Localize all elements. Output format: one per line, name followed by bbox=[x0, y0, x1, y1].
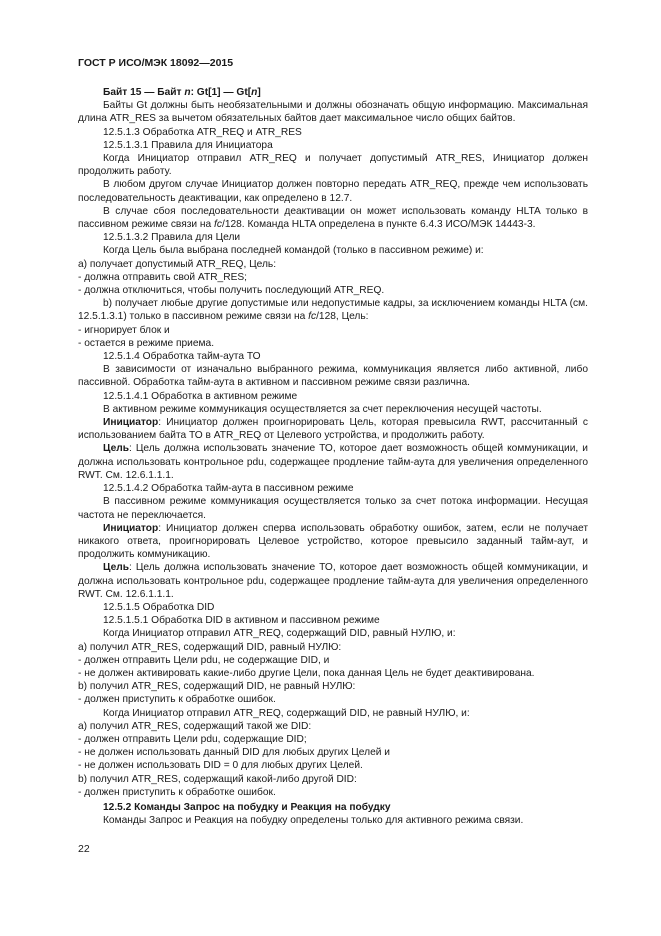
list-item: b) получил ATR_RES, содержащий какой-либо другой DID: bbox=[78, 773, 357, 785]
list-item: - должен приступить к обработке ошибок. bbox=[78, 694, 276, 706]
clause-heading: 12.5.1.5.1 Обработка DID в активном и пассивном режиме bbox=[103, 615, 380, 627]
clause-heading: 12.5.1.3 Обработка ATR_REQ и ATR_RES bbox=[103, 126, 302, 138]
list-item: b) получил ATR_RES, содержащий DID, не равный НУЛЮ: bbox=[78, 681, 356, 693]
document-header: ГОСТ Р ИСО/МЭК 18092—2015 bbox=[78, 57, 234, 69]
paragraph: Команды Запрос и Реакция на побудку определены только для активного режима связи. bbox=[103, 815, 524, 827]
paragraph: Когда Цель была выбрана последней командой (только в пассивном режиме) и: bbox=[103, 245, 484, 257]
list-item: - игнорирует блок и bbox=[78, 324, 170, 336]
paragraph: В пассивном режиме коммуникация осуществляется только за счет потока информации. Несущая частота не переключается. bbox=[78, 496, 588, 521]
list-item: - не должен использовать DID = 0 для любых других Целей. bbox=[78, 760, 363, 772]
paragraph: Инициатор: Инициатор должен сперва использовать обработку ошибок, затем, если не получает никакого ответа, проигнорировать Целевое устройство, которое превысило заданный тайм-аут, и продолжить коммуникацию. bbox=[78, 522, 588, 561]
list-item: - должна отправить свой ATR_RES; bbox=[78, 271, 247, 283]
paragraph: Цель: Цель должна использовать значение ТО, которое дает возможность общей коммуникации, и должна использовать контрольное pdu, содержащее продление тайм-аута для увеличения определенного RWT. См. 12.6.1.1.1. bbox=[78, 562, 588, 600]
list-item: - должен отправить Цели pdu, не содержащие DID, и bbox=[78, 654, 330, 666]
list-item: - должна отключиться, чтобы получить последующий ATR_REQ. bbox=[78, 285, 385, 297]
list-item: а) получил ATR_RES, содержащий DID, равный НУЛЮ: bbox=[78, 641, 342, 653]
page-body bbox=[78, 86, 588, 827]
list-item: а) получает допустимый ATR_REQ, Цель: bbox=[78, 258, 277, 270]
list-item: - остается в режиме приема. bbox=[78, 337, 215, 349]
paragraph: b) получает любые другие допустимые или недопустимые кадры, за исключением команды HLTA (см. 12.5.1.3.1) только в пассивном режиме связи на fc/128, Цель: bbox=[78, 298, 588, 323]
clause-heading: 12.5.1.4.2 Обработка тайм-аута в пассивном режиме bbox=[103, 483, 354, 495]
paragraph: Инициатор: Инициатор должен проигнорировать Цель, которая превысила RWT, рассчитанный с использованием байта ТО в ATR_REQ от Целевого устройства, и продолжить работу. bbox=[78, 417, 588, 442]
paragraph: Когда Инициатор отправил ATR_REQ, содержащий DID, не равный НУЛЮ, и: bbox=[103, 707, 470, 719]
paragraph: В любом другом случае Инициатор должен повторно передать ATR_REQ, прежде чем использовать последовательность деактивации, как определено в 12.7. bbox=[78, 179, 588, 204]
clause-heading: 12.5.1.4.1 Обработка в активном режиме bbox=[103, 390, 298, 402]
paragraph: Цель: Цель должна использовать значение ТО, которое дает возможность общей коммуникации, и должна использовать контрольное pdu, содержащее продление тайм-аута для увеличения определенного RWT. См. 12.6.1.1.1. bbox=[78, 443, 588, 481]
paragraph: Байты Gt должны быть необязательными и должны обозначать общую информацию. Максимальная длина ATR_RES за вычетом обязательных байтов дает максимальное число общих байтов. bbox=[78, 100, 588, 125]
paragraph: Когда Инициатор отправил ATR_REQ и получает допустимый ATR_RES, Инициатор должен продолжить работу. bbox=[78, 153, 588, 178]
list-item: - должен отправить Цели pdu, содержащие DID; bbox=[78, 733, 307, 745]
byte15-heading: Байт 15 — Байт n: Gt[1] — Gt[n] bbox=[103, 87, 261, 98]
paragraph: Когда Инициатор отправил ATR_REQ, содержащий DID, равный НУЛЮ, и: bbox=[103, 628, 456, 640]
list-item: а) получил ATR_RES, содержащий такой же DID: bbox=[78, 720, 312, 732]
paragraph: В случае сбоя последовательности деактивации он может использовать команду HLTA только в пассивном режиме связи на fc/128. Команда HLTA определена в пункте 6.4.3 ИСО/МЭК 14443-3. bbox=[78, 205, 588, 231]
clause-heading: 12.5.1.3.2 Правила для Цели bbox=[103, 232, 241, 244]
section-heading: 12.5.2 Команды Запрос на побудку и Реакция на побудку bbox=[103, 801, 391, 813]
list-item: - не должен активировать какие-либо другие Цели, пока данная Цель не будет деактивирована. bbox=[78, 667, 535, 679]
clause-heading: 12.5.1.4 Обработка тайм-аута ТО bbox=[103, 351, 261, 363]
clause-heading: 12.5.1.3.1 Правила для Инициатора bbox=[103, 139, 273, 151]
paragraph: В зависимости от изначально выбранного режима, коммуникация является либо активной, либо пассивной. Обработка тайм-аута в активном и пассивном режиме связи различна. bbox=[78, 364, 588, 389]
paragraph: В активном режиме коммуникация осуществляется за счет переключения несущей частоты. bbox=[103, 403, 542, 415]
list-item: - должен приступить к обработке ошибок. bbox=[78, 786, 276, 798]
clause-heading: 12.5.1.5 Обработка DID bbox=[103, 601, 215, 613]
list-item: - не должен использовать данный DID для любых других Целей и bbox=[78, 747, 390, 759]
page-number: 22 bbox=[78, 843, 90, 855]
